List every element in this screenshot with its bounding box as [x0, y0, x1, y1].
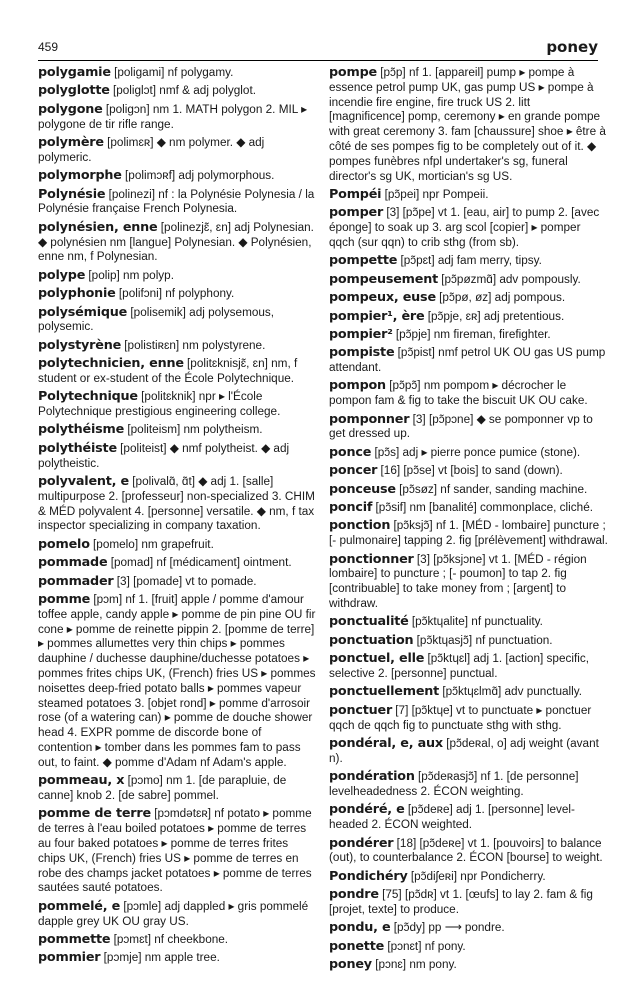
dictionary-entry [329, 634, 609, 649]
entry-definition: [18] [pɔ̃deʀe] vt 1. [pouvoirs] to balance (out), to counterbalance 2. ÉCON [bourse] to weight. [329, 836, 603, 865]
entry-definition: [pɔ̃s] adj ▸ pierre ponce pumice (stone). [374, 445, 581, 459]
entry-headword: pomme de terre [38, 806, 151, 822]
entry-definition: [pomelo] nm grapefruit. [93, 537, 214, 551]
entry-definition: [polinezi] nf : la Polynésie Polynesia / la Polynésie française French Polynesia. [38, 187, 315, 216]
entry-headword: polynésien, enne [38, 219, 158, 235]
entry-headword: polyphonie [38, 286, 116, 302]
dictionary-entry [38, 593, 318, 771]
entry-definition: [polistiʀɛn] nm polystyrene. [124, 338, 266, 352]
dictionary-entry [38, 575, 318, 590]
entry-definition: [poligami] nf polygamy. [114, 66, 234, 79]
dictionary-entry [38, 423, 318, 438]
dictionary-entry [329, 837, 609, 867]
dictionary-entry [38, 269, 318, 284]
entry-headword: pommette [38, 931, 111, 947]
entry-definition: [pɔ̃pje, ɛʀ] adj pretentious. [427, 309, 565, 323]
entry-headword: pompeusement [329, 271, 438, 287]
entry-headword: Pondichéry [329, 868, 408, 884]
entry-definition: [pɔ̃ktɥɛlmɑ̃] adv punctually. [442, 685, 583, 699]
page-number: 459 [38, 40, 59, 54]
entry-definition: [pɔmle] adj dappled ▸ gris pommelé dapple grey UK OU gray US. [38, 899, 309, 928]
entry-definition: [pɔnɛ] nm pony. [375, 958, 457, 972]
dictionary-entry [38, 287, 318, 302]
entry-headword: pondre [329, 887, 379, 903]
dictionary-entry [329, 940, 609, 955]
dictionary-entry [38, 442, 318, 472]
entry-headword: pompiste [329, 345, 395, 361]
entry-definition: [polifɔni] nf polyphony. [118, 287, 235, 301]
dictionary-entry [329, 737, 609, 767]
entry-definition: [politeist] ◆ nmf polytheist. ◆ adj polytheistic. [38, 441, 290, 470]
dictionary-entry [329, 803, 609, 833]
entry-definition: [pɔ̃pø, øz] adj pompous. [439, 291, 566, 305]
entry-headword: poney [329, 957, 372, 973]
entry-definition: [pɔ̃ksjɔ̃] nf 1. [MÉD - lombaire] puncture ; [- pulmonaire] tapping 2. fig [prélèvement] withdrawal. [329, 519, 608, 548]
dictionary-entry [38, 556, 318, 571]
entry-definition: [pɔmje] nm apple tree. [103, 951, 220, 965]
entry-headword: polystyrène [38, 337, 122, 353]
entry-headword: poncif [329, 500, 373, 516]
entry-definition: [pɔ̃pøzmɑ̃] adv pompously. [441, 272, 581, 286]
entry-definition: [polimɔʀf] adj polymorphous. [125, 169, 275, 183]
entry-headword: pondération [329, 769, 415, 785]
guide-word: poney [546, 38, 598, 56]
entry-definition: [polip] nm polyp. [88, 268, 174, 282]
entry-definition: [politɛknik] npr ▸ l'École Polytechnique prestigious engineering college. [38, 390, 281, 419]
entry-definition: [pɔ̃diʃeʀi] npr Pondicherry. [410, 869, 546, 883]
entry-headword: ponctualité [329, 614, 409, 630]
entry-headword: pondéral, e, aux [329, 735, 443, 751]
entry-definition: [pɔ̃pɔ̃] nm pompom ▸ décrocher le pompon fam & fig to take the biscuit UK OU cake. [329, 379, 588, 408]
dictionary-entry [38, 188, 318, 218]
entry-headword: polyglotte [38, 83, 110, 99]
entry-headword: pomper [329, 205, 384, 221]
dictionary-entry [329, 346, 609, 376]
dictionary-entry [329, 464, 609, 479]
dictionary-entry [329, 206, 609, 250]
entry-definition: [pɔ̃deʀal, o] adj weight (avant n). [329, 736, 599, 765]
entry-definition: [pɔ̃pje] nm fireman, firefighter. [395, 327, 551, 341]
entry-definition: [3] [pɔ̃ksjɔne] vt 1. [MÉD - région lombaire] to puncture ; [- poumon] to tap 2. fig [contribuable] to take money from ; [argent] to withdraw. [329, 552, 587, 610]
dictionary-entry [38, 774, 318, 804]
entry-headword: pompeux, euse [329, 290, 436, 306]
dictionary-entry [38, 390, 318, 420]
entry-definition: [pomad] nf [médicament] ointment. [110, 556, 292, 570]
dictionary-entry [329, 446, 609, 461]
dictionary-entry [329, 501, 609, 516]
entry-definition: [pɔnɛt] nf pony. [387, 939, 466, 953]
entry-definition: [polinezjɛ̃, ɛn] adj Polynesian. ◆ polynésien nm [langue] Polynesian. ◆ Polynésien, enne nm, f Polynesian. [38, 220, 314, 264]
entry-definition: [pɔ̃ktɥasjɔ̃] nf punctuation. [416, 633, 553, 647]
entry-definition: [7] [pɔ̃ktɥe] vt to punctuate ▸ ponctuer qqch de qqch fig to punctuate sthg with sthg. [329, 703, 592, 732]
entry-definition: [pɔ̃deʀasjɔ̃] nf 1. [de personne] levelheadedness 2. ÉCON weighting. [329, 770, 579, 798]
dictionary-entry [38, 136, 318, 166]
entry-headword: pommader [38, 573, 114, 589]
header-rule [38, 60, 598, 61]
entry-headword: polyvalent, e [38, 474, 130, 490]
entry-definition: [pɔ̃pɛt] adj fam merry, tipsy. [400, 254, 542, 268]
dictionary-entry [38, 538, 318, 553]
entry-headword: pomponner [329, 411, 410, 427]
entry-headword: ponette [329, 938, 385, 954]
entry-headword: pommelé, e [38, 898, 121, 914]
dictionary-entry [329, 379, 609, 409]
entry-definition: [pɔmdətɛʀ] nf potato ▸ pomme de terres à l'eau boiled potatoes ▸ pomme de terres au four baked potatoes ▸ pomme de terres frites chips UK, (French) fries US ▸ pomme de terres en robe des champs jacket potatoes ▸ pomme de terres sautées sauté potatoes. [38, 807, 312, 895]
entry-headword: Polynésie [38, 186, 106, 202]
entry-headword: ponceuse [329, 481, 396, 497]
dictionary-entry [38, 169, 318, 184]
entry-definition: [poligɔn] nm 1. MATH polygon 2. MIL ▸ polygone de tir rifle range. [38, 102, 308, 131]
entry-headword: polype [38, 267, 86, 283]
page-header [38, 40, 598, 60]
entry-headword: ponce [329, 444, 372, 460]
dictionary-entry [38, 306, 318, 336]
entry-headword: polymorphe [38, 168, 122, 184]
entry-headword: ponctuellement [329, 684, 440, 700]
dictionary-entry [329, 188, 609, 203]
dictionary-entry [329, 870, 609, 885]
entry-headword: pommier [38, 950, 101, 966]
entry-definition: [polivalɑ̃, ɑ̃t] ◆ adj 1. [salle] multipurpose 2. [professeur] non-specialized 3. CHIM & MÉD polyvalent 4. [personne] versatile. ◆ nm, f tax inspector specializing in company taxation. [38, 475, 315, 533]
dictionary-entry [329, 273, 609, 288]
dictionary-entry [329, 66, 609, 184]
entry-definition: [pɔm] nf 1. [fruit] apple / pomme d'amour toffee apple, candy apple ▸ pomme de pin pine OU fir cone ▸ pomme de reinette pippin 2. [pomme de terre] ▸ pommes allumettes very thin chips ▸ pommes dauphine / duchesse dauphine/duchesse potatoes ▸ pommes frites chips UK, (French) fries US ▸ pommes noisettes deep-fried potato balls ▸ pommes vapeur steamed potatoes 3. [objet rond] ▸ pomme d'arrosoir rose (of a watering can) ▸ pomme de douche shower head 4. EXPR pomme de discorde bone of contention ▸ tomber dans les pommes fam to pass out, to faint. ◆ pomme d'Adam nf Adam's apple. [38, 592, 316, 769]
entry-definition: [pɔ̃dy] pp ⟶ pondre. [393, 921, 505, 935]
dictionary-entry [38, 103, 318, 133]
entry-headword: pompier² [329, 326, 393, 342]
entry-definition: [polisemik] adj polysemous, polysemic. [38, 305, 275, 334]
entry-definition: [polimɛʀ] ◆ nm polymer. ◆ adj polymeric. [38, 135, 265, 164]
entry-headword: ponctuel, elle [329, 651, 425, 667]
entry-definition: [pɔ̃pei] npr Pompeii. [384, 187, 489, 201]
entry-headword: Pompéi [329, 186, 382, 202]
dictionary-entry [329, 704, 609, 734]
dictionary-entry [38, 221, 318, 265]
dictionary-entry [329, 958, 609, 973]
dictionary-entry [329, 553, 609, 612]
dictionary-entry [329, 310, 609, 325]
entry-definition: [pɔ̃sif] nm [banalité] commonplace, cliché. [375, 501, 593, 515]
entry-headword: ponctuation [329, 632, 414, 648]
entry-headword: polygamie [38, 65, 111, 80]
entry-headword: pompon [329, 378, 386, 394]
dictionary-entry [38, 66, 318, 81]
entry-headword: polythéisme [38, 422, 125, 438]
dictionary-entry [38, 357, 318, 387]
dictionary-entry [38, 475, 318, 534]
entry-definition: [pɔ̃deʀe] adj 1. [personne] level-headed 2. ÉCON weighted. [329, 803, 575, 832]
entry-headword: Polytechnique [38, 389, 138, 405]
dictionary-entry [38, 951, 318, 966]
right-column [329, 66, 609, 976]
entry-definition: [pɔ̃ktɥɛl] adj 1. [action] specific, selective 2. [personne] punctual. [329, 652, 589, 680]
dictionary-entry [329, 685, 609, 700]
entry-definition: [pɔ̃søz] nf sander, sanding machine. [399, 482, 588, 496]
entry-definition: [3] [pɔ̃pe] vt 1. [eau, air] to pump 2. [avec éponge] to soak up 3. arg scol [copier] ▸ pomper qqch (sur qqn) to crib sthg (from sb). [329, 206, 600, 249]
entry-headword: polythéiste [38, 440, 117, 456]
entry-headword: polysémique [38, 304, 128, 320]
entry-definition: [pɔ̃p] nf 1. [appareil] pump ▸ pompe à essence petrol pump UK, gas pump US ▸ pompe à incendie fire engine, fire truck US 2. litt [magnificence] pomp, ceremony ▸ en grande pompe with great ceremony 3. fam [chaussure] shoe ▸ être à côté de ses pompes fig to be completely out of it. ◆ pompes funèbres nfpl undertaker's sg, funeral director's sg UK, mortician's sg US. [329, 66, 606, 183]
dictionary-entry [38, 84, 318, 99]
dictionary-entry [329, 888, 609, 918]
dictionary-entry [329, 519, 609, 549]
entry-headword: polymère [38, 134, 104, 150]
dictionary-entry [329, 413, 609, 443]
entry-definition: [pɔ̃pist] nmf petrol UK OU gas US pump attendant. [329, 346, 606, 375]
dictionary-entry [38, 900, 318, 930]
entry-headword: polytechnicien, enne [38, 356, 184, 372]
entry-headword: ponction [329, 518, 391, 534]
dictionary-entry [38, 807, 318, 896]
entry-headword: pompette [329, 253, 398, 269]
entry-headword: pommeau, x [38, 773, 125, 789]
entry-headword: pommade [38, 555, 108, 571]
entry-definition: [pɔ̃ktɥalite] nf punctuality. [411, 615, 543, 629]
entry-definition: [16] [pɔ̃se] vt [bois] to sand (down). [380, 464, 563, 478]
dictionary-entry [38, 339, 318, 354]
entry-headword: polygone [38, 101, 103, 117]
entry-definition: [politɛknisjɛ̃, ɛn] nm, f student or ex-student of the École Polytechnique. [38, 357, 298, 385]
dictionary-entry [329, 483, 609, 498]
dictionary-entry [329, 921, 609, 936]
entry-headword: ponctuer [329, 702, 393, 718]
entry-headword: pompe [329, 65, 377, 80]
entry-definition: [pɔmɛt] nf cheekbone. [113, 932, 229, 946]
entry-definition: [politeism] nm polytheism. [127, 423, 263, 437]
dictionary-entry [38, 933, 318, 948]
entry-headword: pomme [38, 591, 91, 607]
dictionary-entry [329, 328, 609, 343]
entry-headword: pondéré, e [329, 802, 405, 818]
entry-headword: pompier¹, ère [329, 308, 425, 324]
entry-definition: [poliglɔt] nmf & adj polyglot. [112, 84, 256, 98]
entry-definition: [3] [pɔ̃pɔne] ◆ se pomponner vp to get dressed up. [329, 412, 593, 441]
dictionary-entry [329, 615, 609, 630]
entry-headword: pondérer [329, 835, 394, 851]
entry-headword: pondu, e [329, 920, 391, 936]
entry-headword: ponctionner [329, 551, 414, 567]
entry-definition: [75] [pɔ̃dʀ] vt 1. [œufs] to lay 2. fam & fig [projet, texte] to produce. [329, 888, 593, 916]
dictionary-entry [329, 652, 609, 682]
entry-headword: pomelo [38, 536, 90, 552]
entry-definition: [3] [pomade] vt to pomade. [116, 574, 257, 588]
entry-headword: poncer [329, 463, 378, 479]
entry-definition: [pɔmo] nm 1. [de parapluie, de canne] knob 2. [de sabre] pommel. [38, 774, 287, 802]
dictionary-entry [329, 254, 609, 269]
dictionary-entry [329, 291, 609, 306]
left-column [38, 66, 318, 970]
dictionary-entry [329, 770, 609, 800]
